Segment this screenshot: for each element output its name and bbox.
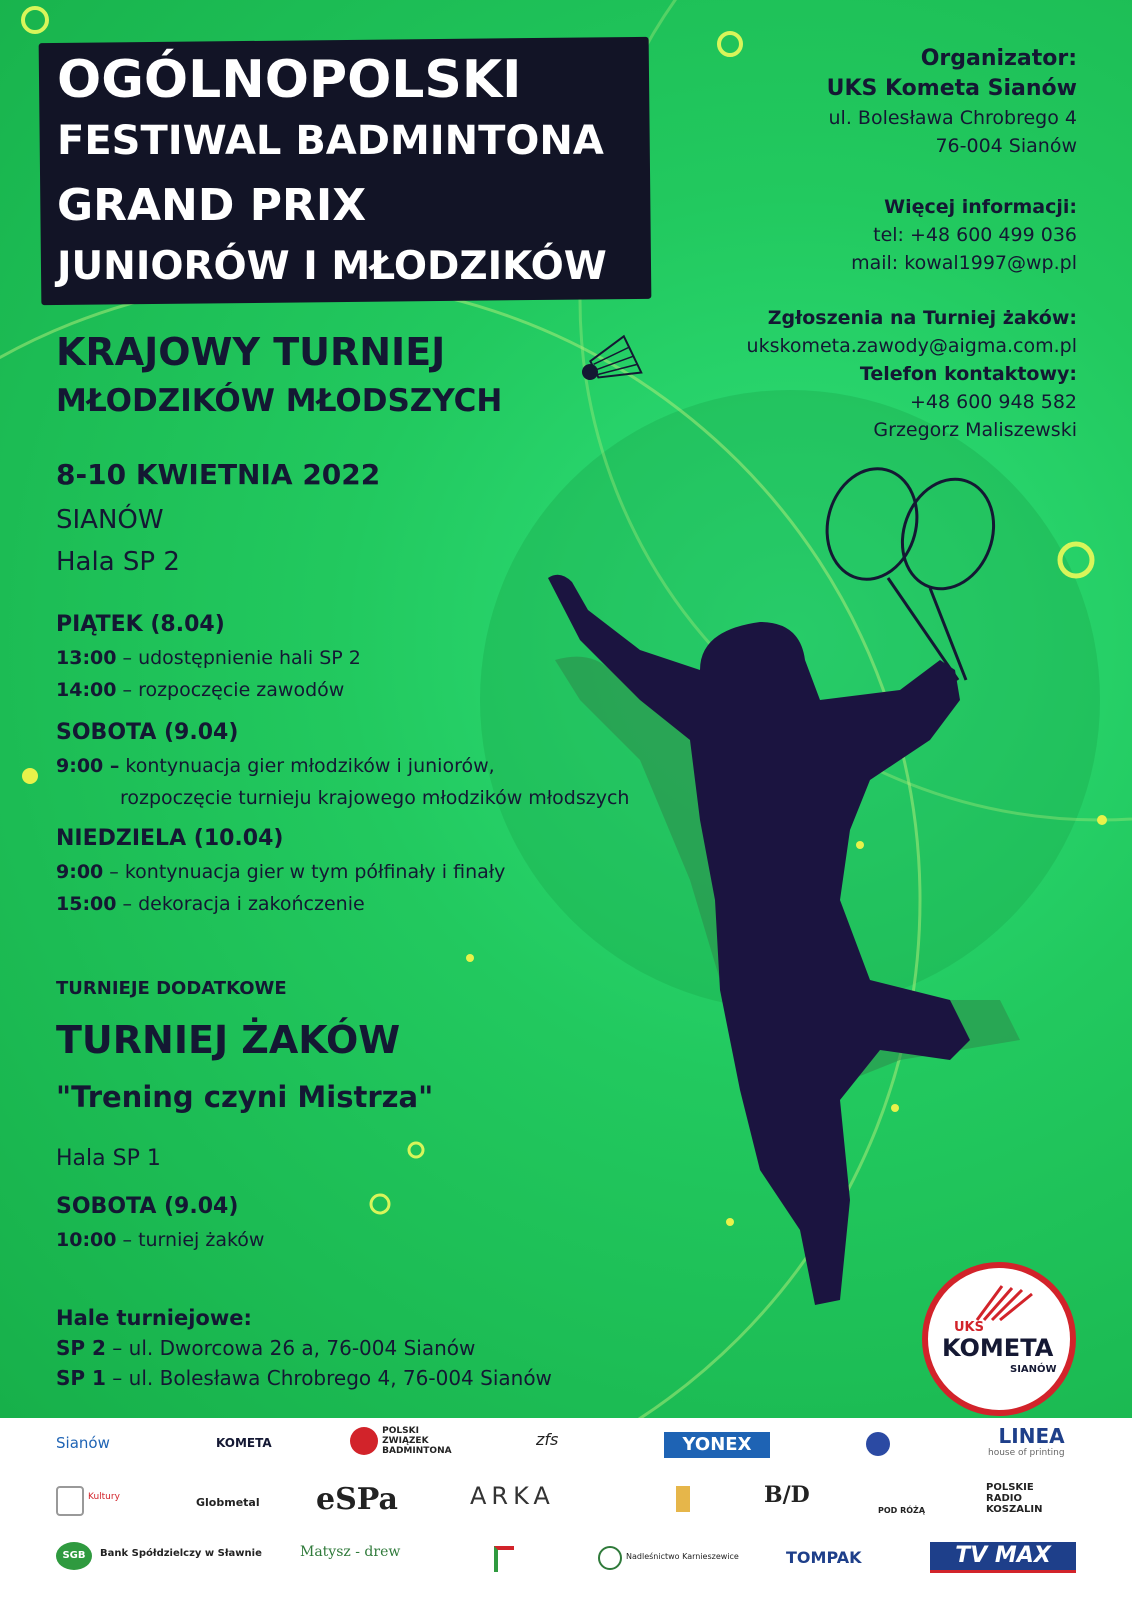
extra-motto: "Trening czyni Mistrza" [56, 1080, 434, 1114]
registration-email[interactable]: ukskometa.zawody@aigma.com.pl [746, 335, 1077, 357]
saturday-time-1: 9:00 – [56, 755, 120, 777]
event-dates: 8-10 KWIETNIA 2022 [56, 458, 381, 491]
sponsor-espa: eSPa [316, 1482, 398, 1517]
pzbad-emblem-icon [350, 1427, 378, 1455]
sponsor-arka: ARKA [470, 1482, 555, 1510]
saturday-text-1-cont: rozpoczęcie turnieju krajowego młodzików młodszych [120, 787, 630, 809]
halls-block [56, 1306, 552, 1390]
registration-block [747, 304, 1077, 444]
friday-text-2: – rozpoczęcie zawodów [116, 679, 345, 701]
kometa-logo [922, 1262, 1076, 1416]
schedule-sunday [56, 826, 505, 915]
hall-sp1-label: SP 1 [56, 1366, 106, 1390]
organizer-postal: 76-004 Sianów [935, 135, 1077, 157]
extra-title: TURNIEJ ŻAKÓW [56, 1018, 401, 1062]
sponsor-radio-koszalin [986, 1482, 1042, 1515]
radio-line-3: KOSZALIN [986, 1504, 1043, 1515]
friday-heading: PIĄTEK (8.04) [56, 612, 225, 637]
event-city: SIANÓW [56, 505, 164, 535]
sponsor-bd: B/D [764, 1482, 810, 1508]
registration-phone[interactable]: +48 600 948 582 [909, 391, 1077, 413]
sponsor-sianow: Sianów [56, 1434, 110, 1452]
sponsor-pod-roza: POD RÓŻĄ [878, 1506, 926, 1515]
schedule-saturday [56, 720, 629, 809]
more-info-tel[interactable]: tel: +48 600 499 036 [873, 224, 1077, 246]
registration-heading: Zgłoszenia na Turniej żaków: [767, 307, 1077, 329]
sponsor-ministry: Kultury [88, 1492, 120, 1502]
organizer-heading: Organizator: [920, 46, 1077, 71]
subtitle-line-2: MŁODZIKÓW MŁODSZYCH [56, 383, 503, 419]
extra-heading: TURNIEJE DODATKOWE [56, 978, 287, 999]
logo-bottom-text: SIANÓW [1010, 1364, 1057, 1375]
pzbad-line-2: ZWIĄZEK [382, 1436, 429, 1446]
extra-venue: Hala SP 1 [56, 1146, 161, 1171]
registration-person: Grzegorz Maliszewski [873, 419, 1077, 441]
sponsor-sgb: SGB [56, 1542, 92, 1570]
subtitle-line-1: KRAJOWY TURNIEJ [56, 330, 446, 374]
sponsors-strip [0, 1418, 1132, 1600]
radio-line-2: RADIO [986, 1493, 1022, 1504]
sponsor-mark-icon [494, 1546, 514, 1572]
pzbad-line-3: BADMINTONA [382, 1446, 452, 1456]
sponsor-tompak: TOMPAK [786, 1548, 862, 1567]
organizer-name: UKS Kometa Sianów [826, 76, 1077, 101]
title-line-3: GRAND PRIX [57, 180, 367, 231]
organizer-block [827, 44, 1077, 160]
radio-line-1: POLSKIE [986, 1482, 1034, 1493]
sponsor-zfs: zfs [536, 1430, 559, 1449]
shuttlecock-icon [972, 1282, 1042, 1322]
hall-sp1-address: – ul. Bolesława Chrobrego 4, 76-004 Sianów [105, 1366, 552, 1390]
schedule-friday [56, 612, 361, 701]
event-venue: Hala SP 2 [56, 547, 180, 577]
more-info-mail[interactable]: mail: kowal1997@wp.pl [851, 252, 1077, 274]
sponsor-yonex: YONEX [664, 1432, 770, 1458]
logo-main-text: KOMETA [942, 1334, 1054, 1362]
sponsor-nadlesnictwo: Nadleśnictwo Karnieszewice [626, 1552, 739, 1561]
sponsor-matysz: Matysz - drew [300, 1544, 401, 1560]
title-line-4: JUNIORÓW I MŁODZIKÓW [57, 244, 607, 289]
title-line-2: FESTIWAL BADMINTONA [57, 118, 604, 164]
linea-name: LINEA [998, 1424, 1065, 1448]
extra-day-heading: SOBOTA (9.04) [56, 1194, 239, 1219]
friday-time-1: 13:00 [56, 647, 117, 669]
more-info-heading: Więcej informacji: [884, 196, 1077, 218]
sunday-time-2: 15:00 [56, 893, 117, 915]
sponsor-bank: Bank Spółdzielczy w Sławnie [100, 1548, 262, 1559]
schedule-extra [56, 1194, 264, 1251]
friday-text-1: – udostępnienie hali SP 2 [116, 647, 361, 669]
sponsor-globmetal: Globmetal [196, 1496, 260, 1509]
saturday-heading: SOBOTA (9.04) [56, 720, 239, 745]
title-line-1: OGÓLNOPOLSKI [57, 50, 522, 110]
extra-time-1: 10:00 [56, 1229, 117, 1251]
sponsor-pzbad [350, 1426, 452, 1456]
logo-top-text: UKS [954, 1320, 984, 1335]
more-info-block [851, 193, 1077, 277]
sponsor-tvmax: TV MAX [930, 1542, 1076, 1573]
sunday-text-1: – kontynuacja gier w tym półfinały i finały [103, 861, 506, 883]
sponsor-kometa: KOMETA [216, 1436, 272, 1450]
pzbad-line-1: POLSKI [382, 1426, 419, 1436]
sunday-time-1: 9:00 [56, 861, 104, 883]
sponsor-eagle-emblem-icon [56, 1486, 84, 1516]
sponsor-forest-emblem-icon [598, 1546, 622, 1570]
organizer-street: ul. Bolesława Chrobrego 4 [828, 107, 1077, 129]
extra-text-1: – turniej żaków [116, 1229, 265, 1251]
sunday-text-2: – dekoracja i zakończenie [116, 893, 365, 915]
sponsor-school-emblem-icon [866, 1432, 890, 1456]
saturday-text-1: kontynuacja gier młodzików i juniorów, [119, 755, 495, 777]
hall-sp2-label: SP 2 [56, 1336, 106, 1360]
linea-tagline: house of printing [988, 1448, 1065, 1458]
hall-sp2-address: – ul. Dworcowa 26 a, 76-004 Sianów [105, 1336, 476, 1360]
halls-heading: Hale turniejowe: [56, 1306, 252, 1330]
sponsor-small-emblem-icon [676, 1486, 690, 1512]
sunday-heading: NIEDZIELA (10.04) [56, 826, 284, 851]
friday-time-2: 14:00 [56, 679, 117, 701]
sponsor-linea [988, 1424, 1065, 1458]
registration-phone-heading: Telefon kontaktowy: [859, 363, 1077, 385]
